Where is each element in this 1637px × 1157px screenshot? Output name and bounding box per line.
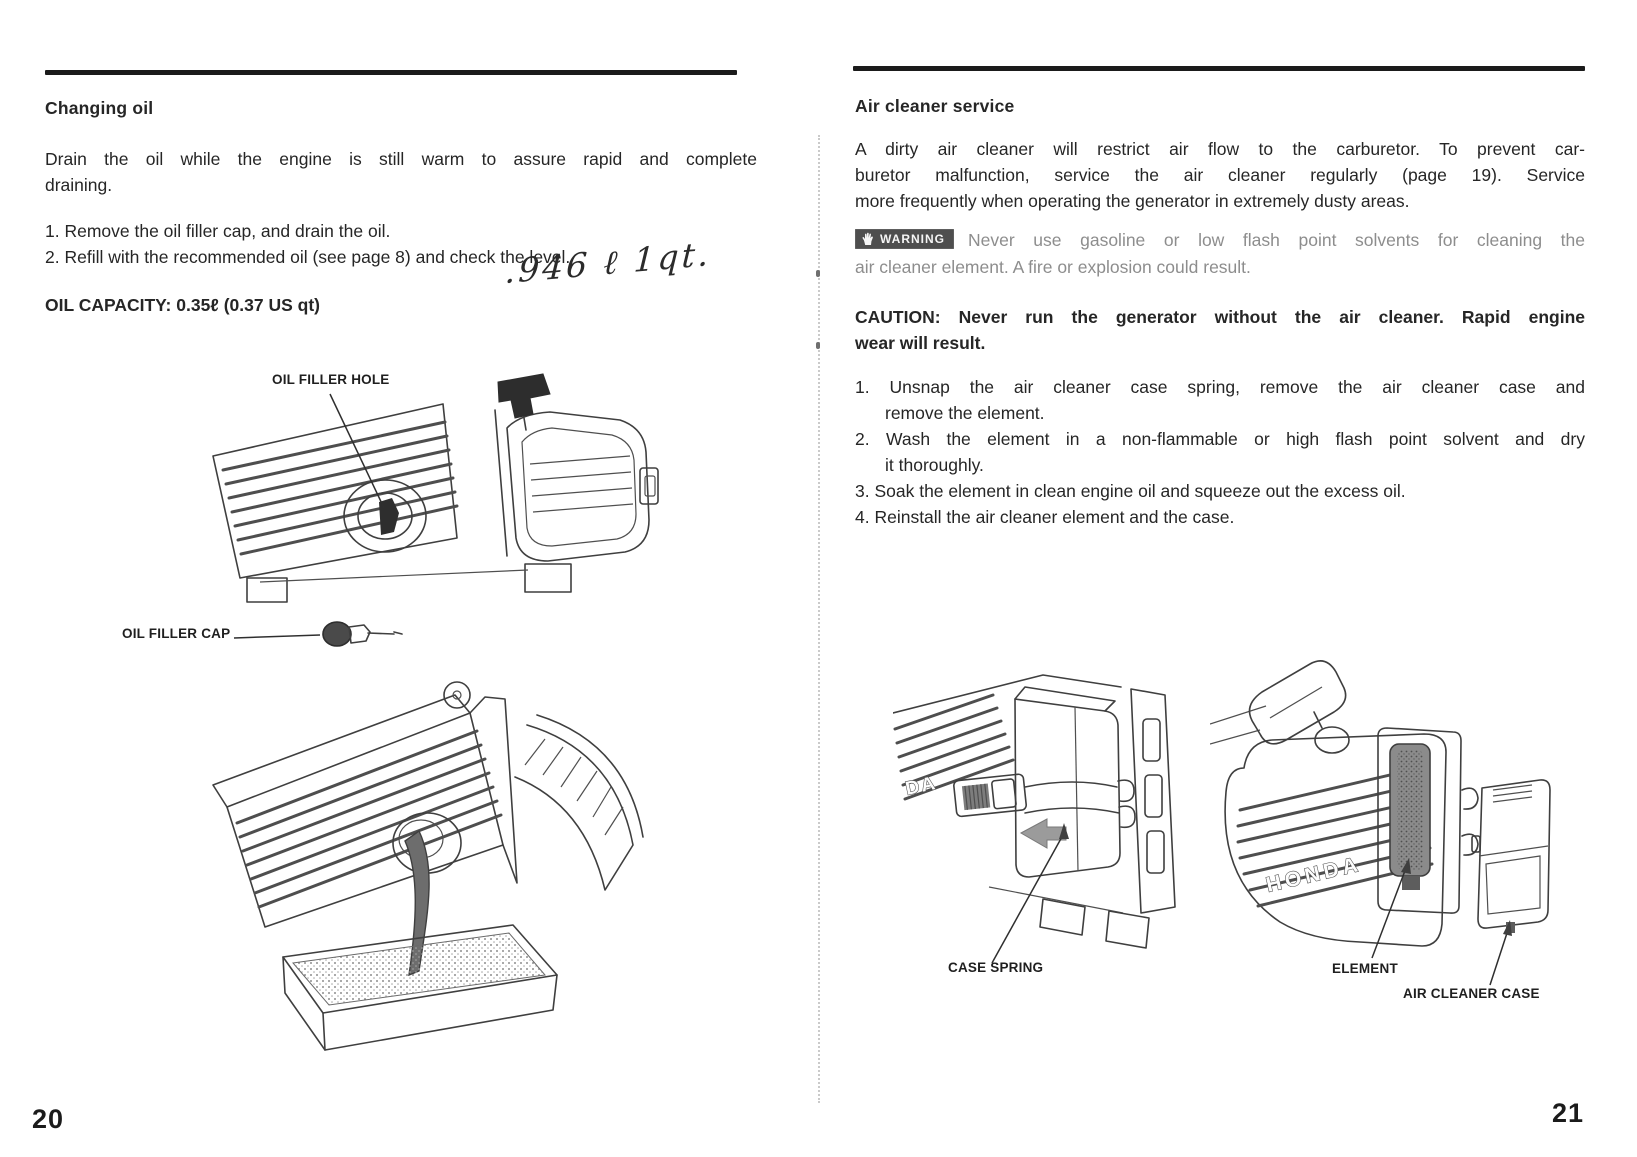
warning-badge-label: WARNING — [880, 232, 945, 246]
right-para-line-2: buretor malfunction, service the air cleaner regularly (page 19). Service — [855, 165, 1585, 185]
oil-filler-cap-label: OIL FILLER CAP — [122, 626, 231, 641]
right-step-2-line-1: 2. Wash the element in a non-flammable or high flash point solvent and dry — [855, 429, 1585, 449]
right-para-line-1: A dirty air cleaner will restrict air flow to the carburetor. To prevent car- — [855, 139, 1585, 159]
oil-filler-cap-leader — [234, 635, 320, 638]
warning-text-line-1: Never use gasoline or low flash point solvents for cleaning the — [968, 230, 1585, 250]
generator-side-line-art — [1210, 661, 1550, 985]
left-step-1: 1. Remove the oil filler cap, and drain the oil. — [45, 221, 391, 241]
warning-badge — [855, 229, 954, 249]
oil-filler-diagram — [100, 368, 665, 660]
warning-text-line-2: air cleaner element. A fire or explosion could result. — [855, 257, 1251, 277]
left-intro-line-1: Drain the oil while the engine is still warm to assure rapid and complete — [45, 149, 757, 169]
left-page-title: Changing oil — [45, 98, 154, 118]
right-step-1-line-1: 1. Unsnap the air cleaner case spring, remove the air cleaner case and — [855, 377, 1585, 397]
left-intro-line-2: draining. — [45, 175, 113, 195]
left-step-2: 2. Refill with the recommended oil (see page 8) and check the level. — [45, 247, 571, 267]
right-page-number: 21 — [1552, 1098, 1585, 1128]
page-gutter-line — [818, 135, 820, 1103]
left-page-number: 20 — [32, 1104, 65, 1134]
right-page-top-rule — [853, 66, 1585, 71]
caution-line-2: wear will result. — [855, 333, 986, 353]
right-step-2-line-2: it thoroughly. — [885, 455, 984, 475]
handwritten-note: .946 ℓ 1qt. — [503, 233, 713, 292]
right-step-4: 4. Reinstall the air cleaner element and the case. — [855, 507, 1235, 527]
direction-arrow — [1021, 819, 1066, 848]
honda-logo: HONDA — [1263, 852, 1364, 897]
right-page-title: Air cleaner service — [855, 96, 1015, 116]
case-spring-label: CASE SPRING — [948, 960, 1044, 975]
gutter-mark — [816, 270, 820, 277]
raised-hand-icon — [861, 232, 875, 246]
caution-line-1: CAUTION: Never run the generator without the air cleaner. Rapid engine — [855, 307, 1585, 327]
oil-filler-hole-label: OIL FILLER HOLE — [272, 372, 390, 387]
element-label: ELEMENT — [1332, 961, 1398, 976]
left-page-top-rule — [45, 70, 737, 75]
element-case-diagram — [1210, 640, 1560, 992]
case-spring-diagram — [893, 655, 1195, 977]
right-step-1-line-2: remove the element. — [885, 403, 1045, 423]
oil-capacity-spec: OIL CAPACITY: 0.35ℓ (0.37 US qt) — [45, 295, 320, 315]
fuel-knob — [498, 374, 550, 418]
oil-draining-diagram — [165, 655, 645, 1060]
right-para-line-3: more frequently when operating the generator in extremely dusty areas. — [855, 191, 1410, 211]
warning-row — [855, 227, 1585, 253]
honda-logo-partial: DA — [903, 772, 939, 800]
air-cleaner-case-label: AIR CLEANER CASE — [1403, 986, 1540, 1001]
tilted-generator-line-art — [213, 682, 643, 1050]
right-step-3: 3. Soak the element in clean engine oil and squeeze out the excess oil. — [855, 481, 1406, 501]
generator-line-art — [213, 374, 658, 646]
air-cleaner-case-leader — [1490, 930, 1508, 985]
gutter-mark — [816, 342, 820, 349]
oil-filler-cap-drawing — [323, 622, 402, 646]
generator-rear-line-art — [893, 675, 1175, 963]
air-cleaner-case-drawing — [1472, 780, 1550, 933]
